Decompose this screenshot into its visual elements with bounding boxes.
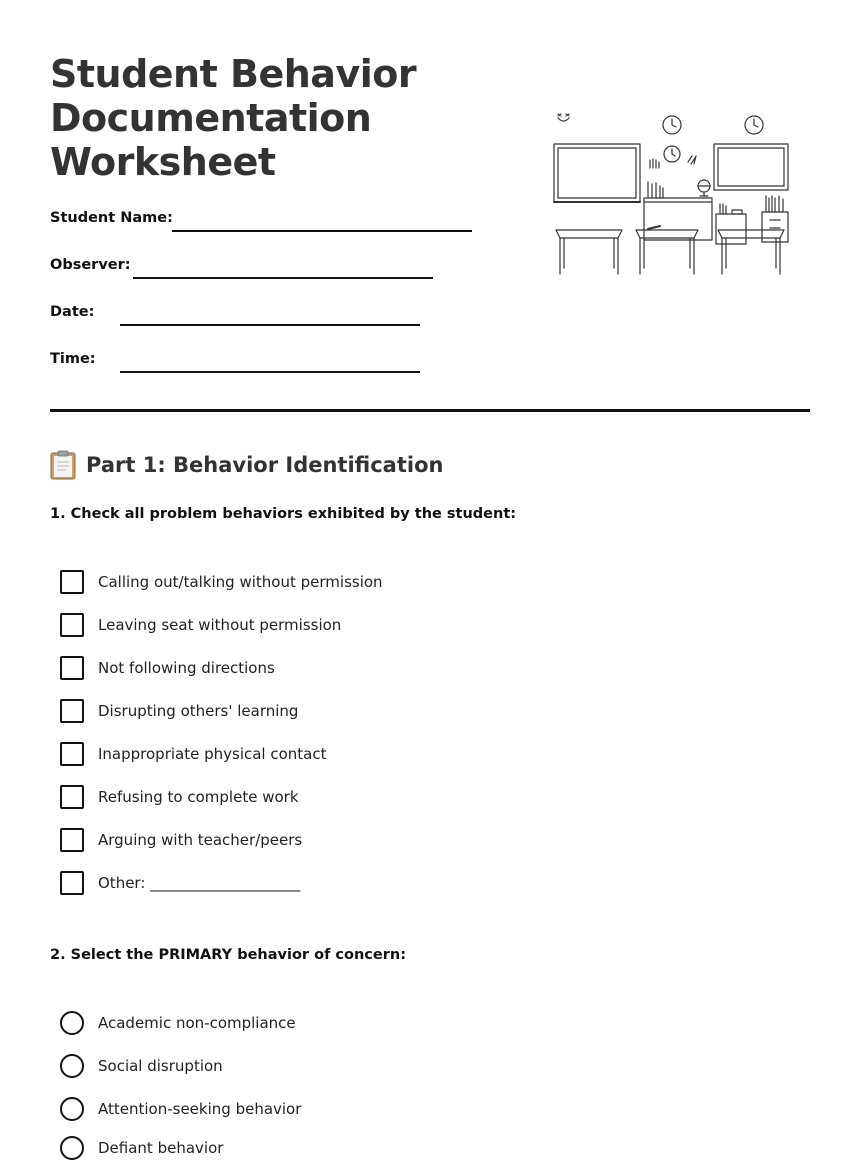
page-title: Student Behavior Documentation Worksheet — [50, 52, 417, 184]
behavior-option[interactable] — [60, 698, 298, 724]
observer-label: Observer: — [50, 257, 131, 273]
date-field — [50, 304, 430, 328]
question-2: 2. Select the PRIMARY behavior of concern: — [50, 947, 407, 963]
behavior-option[interactable] — [60, 569, 383, 595]
checkbox[interactable] — [60, 656, 84, 680]
checkbox[interactable] — [60, 785, 84, 809]
behavior-option-label: Not following directions — [98, 659, 275, 677]
radio-button[interactable] — [60, 1097, 84, 1121]
part1-title — [50, 448, 443, 482]
radio-button[interactable] — [60, 1011, 84, 1035]
checkbox[interactable] — [60, 699, 84, 723]
part1-title-text: Part 1: Behavior Identification — [86, 453, 444, 477]
checkbox[interactable] — [60, 871, 84, 895]
behavior-option-label: Arguing with teacher/peers — [98, 831, 303, 849]
behavior-option[interactable] — [60, 655, 275, 681]
primary-behavior-option[interactable] — [60, 1053, 223, 1079]
behavior-option[interactable] — [60, 784, 299, 810]
primary-behavior-option[interactable] — [60, 1096, 301, 1122]
question-1: 1. Check all problem behaviors exhibited by the student: — [50, 506, 517, 522]
behavior-option-other[interactable] — [60, 870, 300, 896]
behavior-option-label: Refusing to complete work — [98, 788, 299, 806]
clipboard-icon — [50, 450, 76, 480]
behavior-option[interactable] — [60, 612, 341, 638]
checkbox[interactable] — [60, 828, 84, 852]
primary-behavior-label: Defiant behavior — [98, 1139, 224, 1157]
behavior-option-label: Calling out/talking without permission — [98, 573, 383, 591]
classroom-illustration — [548, 104, 792, 280]
primary-behavior-label: Social disruption — [98, 1057, 223, 1075]
observer-field — [50, 257, 440, 281]
time-label: Time: — [50, 351, 96, 367]
primary-behavior-option[interactable] — [60, 1135, 223, 1161]
behavior-option-label: Leaving seat without permission — [98, 616, 342, 634]
radio-button[interactable] — [60, 1136, 84, 1160]
behavior-option-label: Other: ____________________ — [98, 874, 301, 892]
behavior-option-label: Disrupting others' learning — [98, 702, 299, 720]
date-label: Date: — [50, 304, 95, 320]
behavior-option[interactable] — [60, 827, 302, 853]
primary-behavior-label: Academic non-compliance — [98, 1014, 296, 1032]
behavior-option[interactable] — [60, 741, 327, 767]
primary-behavior-label: Attention-seeking behavior — [98, 1100, 302, 1118]
primary-behavior-option[interactable] — [60, 1010, 296, 1036]
checkbox[interactable] — [60, 742, 84, 766]
checkbox[interactable] — [60, 570, 84, 594]
radio-button[interactable] — [60, 1054, 84, 1078]
section-divider — [50, 409, 810, 412]
checkbox[interactable] — [60, 613, 84, 637]
student-name-input[interactable] — [172, 210, 472, 232]
behavior-option-label: Inappropriate physical contact — [98, 745, 327, 763]
student-name-field — [50, 210, 480, 234]
time-field — [50, 351, 430, 375]
date-input[interactable] — [120, 304, 420, 326]
observer-input[interactable] — [133, 257, 433, 279]
student-name-label: Student Name: — [50, 210, 173, 226]
time-input[interactable] — [120, 351, 420, 373]
